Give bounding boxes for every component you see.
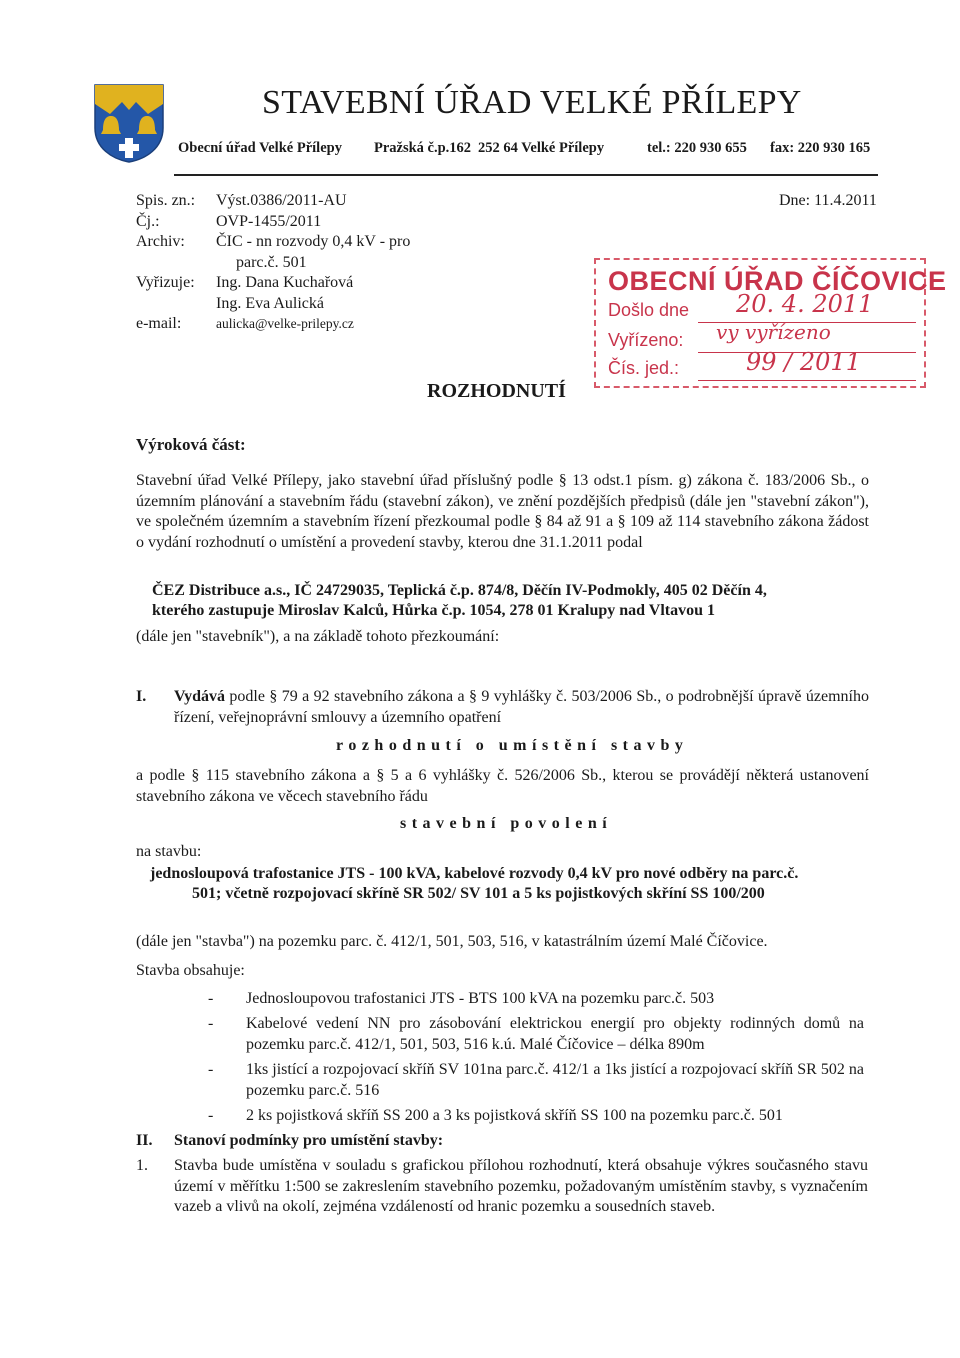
stavba-pozemek: (dále jen "stavba") na pozemku parc. č. 412/1, 501, 503, 516, v katastrálním území Malé Číčovice. bbox=[136, 933, 768, 950]
archiv-value: ČIC - nn rozvody 0,4 kV - pro bbox=[216, 233, 411, 250]
email-value[interactable]: aulicka@velke-prilepy.cz bbox=[216, 316, 354, 331]
office-city: 252 64 Velké Přílepy bbox=[478, 140, 605, 156]
office-street: Pražská č.p.162 bbox=[374, 140, 472, 156]
cj-value: OVP-1455/2011 bbox=[216, 212, 322, 230]
email-label: e-mail: bbox=[136, 315, 182, 332]
list-item: - 2 ks pojistková skříň SS 200 a 3 ks pojistková skříň SS 100 na pozemku parc.č. 501 bbox=[208, 1107, 783, 1124]
stamp-doslo-handwritten: 20. 4. 2011 bbox=[736, 290, 874, 318]
condition-1-text: Stavba bude umístěna v souladu s grafickou přílohou rozhodnutí, která obsahuje výkres současného stavu území v měřítku 1:500 se zakreslením stavebního pozemku, požadovaným umístěním stavby, s vyznačením vazeb a vlivů na okolí, zejména vzdáleností od hranic pozemku a sousedních staveb. bbox=[174, 1157, 868, 1215]
stamp-vyrizeno-handwritten: vy vyřízeno bbox=[716, 320, 831, 344]
document-date: Dne: 11.4.2011 bbox=[779, 192, 877, 209]
list-item: - Kabelové vedení NN pro zásobování elektrickou energií pro objekty rodinných domů na pozemku parc.č. 412/1, 501, 503, 516 k.ú. Malé Číčovice – délka 890m bbox=[208, 1015, 864, 1053]
applicant-line-2: kterého zastupuje Miroslav Kalců, Hůrka č.p. 1054, 278 01 Kralupy nad Vltavou 1 bbox=[152, 602, 715, 619]
coat-of-arms-icon bbox=[92, 82, 166, 164]
received-stamp bbox=[594, 258, 947, 388]
list-item: - 1ks jistící a rozpojovací skříň SV 101na parc.č. 412/1 a 1ks jistící a rozpojovací skříň SR 502 na pozemku parc.č. 516 bbox=[208, 1061, 864, 1099]
stavba-name-line-1: jednosloupová trafostanice JTS - 100 kVA, kabelové rozvody 0,4 kV pro nové odběry na parc.č. bbox=[150, 865, 799, 882]
stavba-obsahuje-label: Stavba obsahuje: bbox=[136, 962, 245, 979]
applicant-line-1: ČEZ Distribuce a.s., IČ 24729035, Teplická č.p. 874/8, Děčín IV-Podmokly, 405 02 Děčín 4, bbox=[152, 582, 767, 599]
section-i-number: I. bbox=[136, 688, 147, 705]
meta-labels bbox=[136, 191, 195, 335]
condition-1-number: 1. bbox=[136, 1157, 148, 1174]
stamp-doslo-label: Došlo dne bbox=[608, 300, 690, 320]
office-fax: fax: 220 930 165 bbox=[770, 140, 871, 156]
spis-label: Spis. zn.: bbox=[136, 192, 196, 209]
stavba-name-line-2: 501; včetně rozpojovací skříně SR 502/ SV 101 a 5 ks pojistkových skříní SS 100/200 bbox=[192, 885, 765, 902]
povoleni-heading: stavební povolení bbox=[400, 815, 613, 832]
archiv-value-parcel: parc.č. 501 bbox=[236, 253, 307, 271]
vyrizuje-value: Ing. Dana Kuchařová bbox=[216, 274, 354, 291]
document-title: ROZHODNUTÍ bbox=[427, 380, 566, 402]
section-i-text: podle § 79 a 92 stavebního zákona a § 9 vyhlášky č. 503/2006 Sb., o podrobnější úpravě územního řízení, veřejnoprávní smlouvy a územního opatření bbox=[174, 688, 869, 726]
archiv-label: Archiv: bbox=[136, 233, 185, 250]
section-i-paragraph bbox=[174, 687, 869, 728]
section-ii-heading: Stanoví podmínky pro umístění stavby: bbox=[174, 1132, 444, 1149]
stavba-items-list bbox=[208, 988, 864, 1126]
stamp-title: OBECNÍ ÚŘAD ČÍČOVICE bbox=[608, 266, 947, 296]
vyrizuje-value-2: Ing. Eva Aulická bbox=[216, 294, 324, 312]
podle-paragraph: a podle § 115 stavebního zákona a § 5 a 6 vyhlášky č. 526/2006 Sb., kterou se provádějí některá ustanovení stavebního zákona ve věcech stavebního řádu bbox=[136, 767, 869, 805]
section-i-verb: Vydává bbox=[174, 688, 225, 705]
intro-paragraph: Stavební úřad Velké Přílepy, jako stavební úřad příslušný podle § 13 odst.1 písm. g) zákona č. 183/2006 Sb., o územním plánování a stavebním řádu (stavební zákon), ve znění pozdějších předpisů (dále jen "stavební zákon"), ve společném územním a stavebním řízení přezkoumal podle § 84 až 91 a § 109 až 114 stavebního zákona žádost o vydání rozhodnutí o umístění a provedení stavby, kterou dne 31.1.2011 podal bbox=[136, 472, 869, 551]
office-title: STAVEBNÍ ÚŘAD VELKÉ PŘÍLEPY bbox=[262, 84, 802, 121]
rozhodnuti-heading: rozhodnutí o umístění stavby bbox=[336, 737, 689, 754]
list-item: - Jednosloupovou trafostanici JTS - BTS 100 kVA na pozemku parc.č. 503 bbox=[208, 990, 715, 1007]
office-name: Obecní úřad Velké Přílepy bbox=[178, 140, 342, 156]
stamp-cis-handwritten: 99 / 2011 bbox=[746, 348, 861, 376]
header-divider bbox=[174, 174, 878, 176]
meta-values bbox=[216, 191, 410, 335]
stamp-vyrizeno-label: Vyřízeno: bbox=[608, 330, 684, 350]
vyrok-heading: Výroková část: bbox=[136, 435, 246, 454]
applicant-note: (dále jen "stavebník"), a na základě tohoto přezkoumání: bbox=[136, 628, 500, 645]
section-ii-number: II. bbox=[136, 1132, 153, 1149]
vyrizuje-label: Vyřizuje: bbox=[136, 274, 195, 291]
na-stavbu-label: na stavbu: bbox=[136, 843, 202, 860]
cj-label: Čj.: bbox=[136, 212, 160, 230]
office-tel: tel.: 220 930 655 bbox=[647, 140, 747, 156]
spis-value: Výst.0386/2011-AU bbox=[216, 192, 347, 209]
stamp-cis-label: Čís. jed.: bbox=[608, 358, 680, 378]
